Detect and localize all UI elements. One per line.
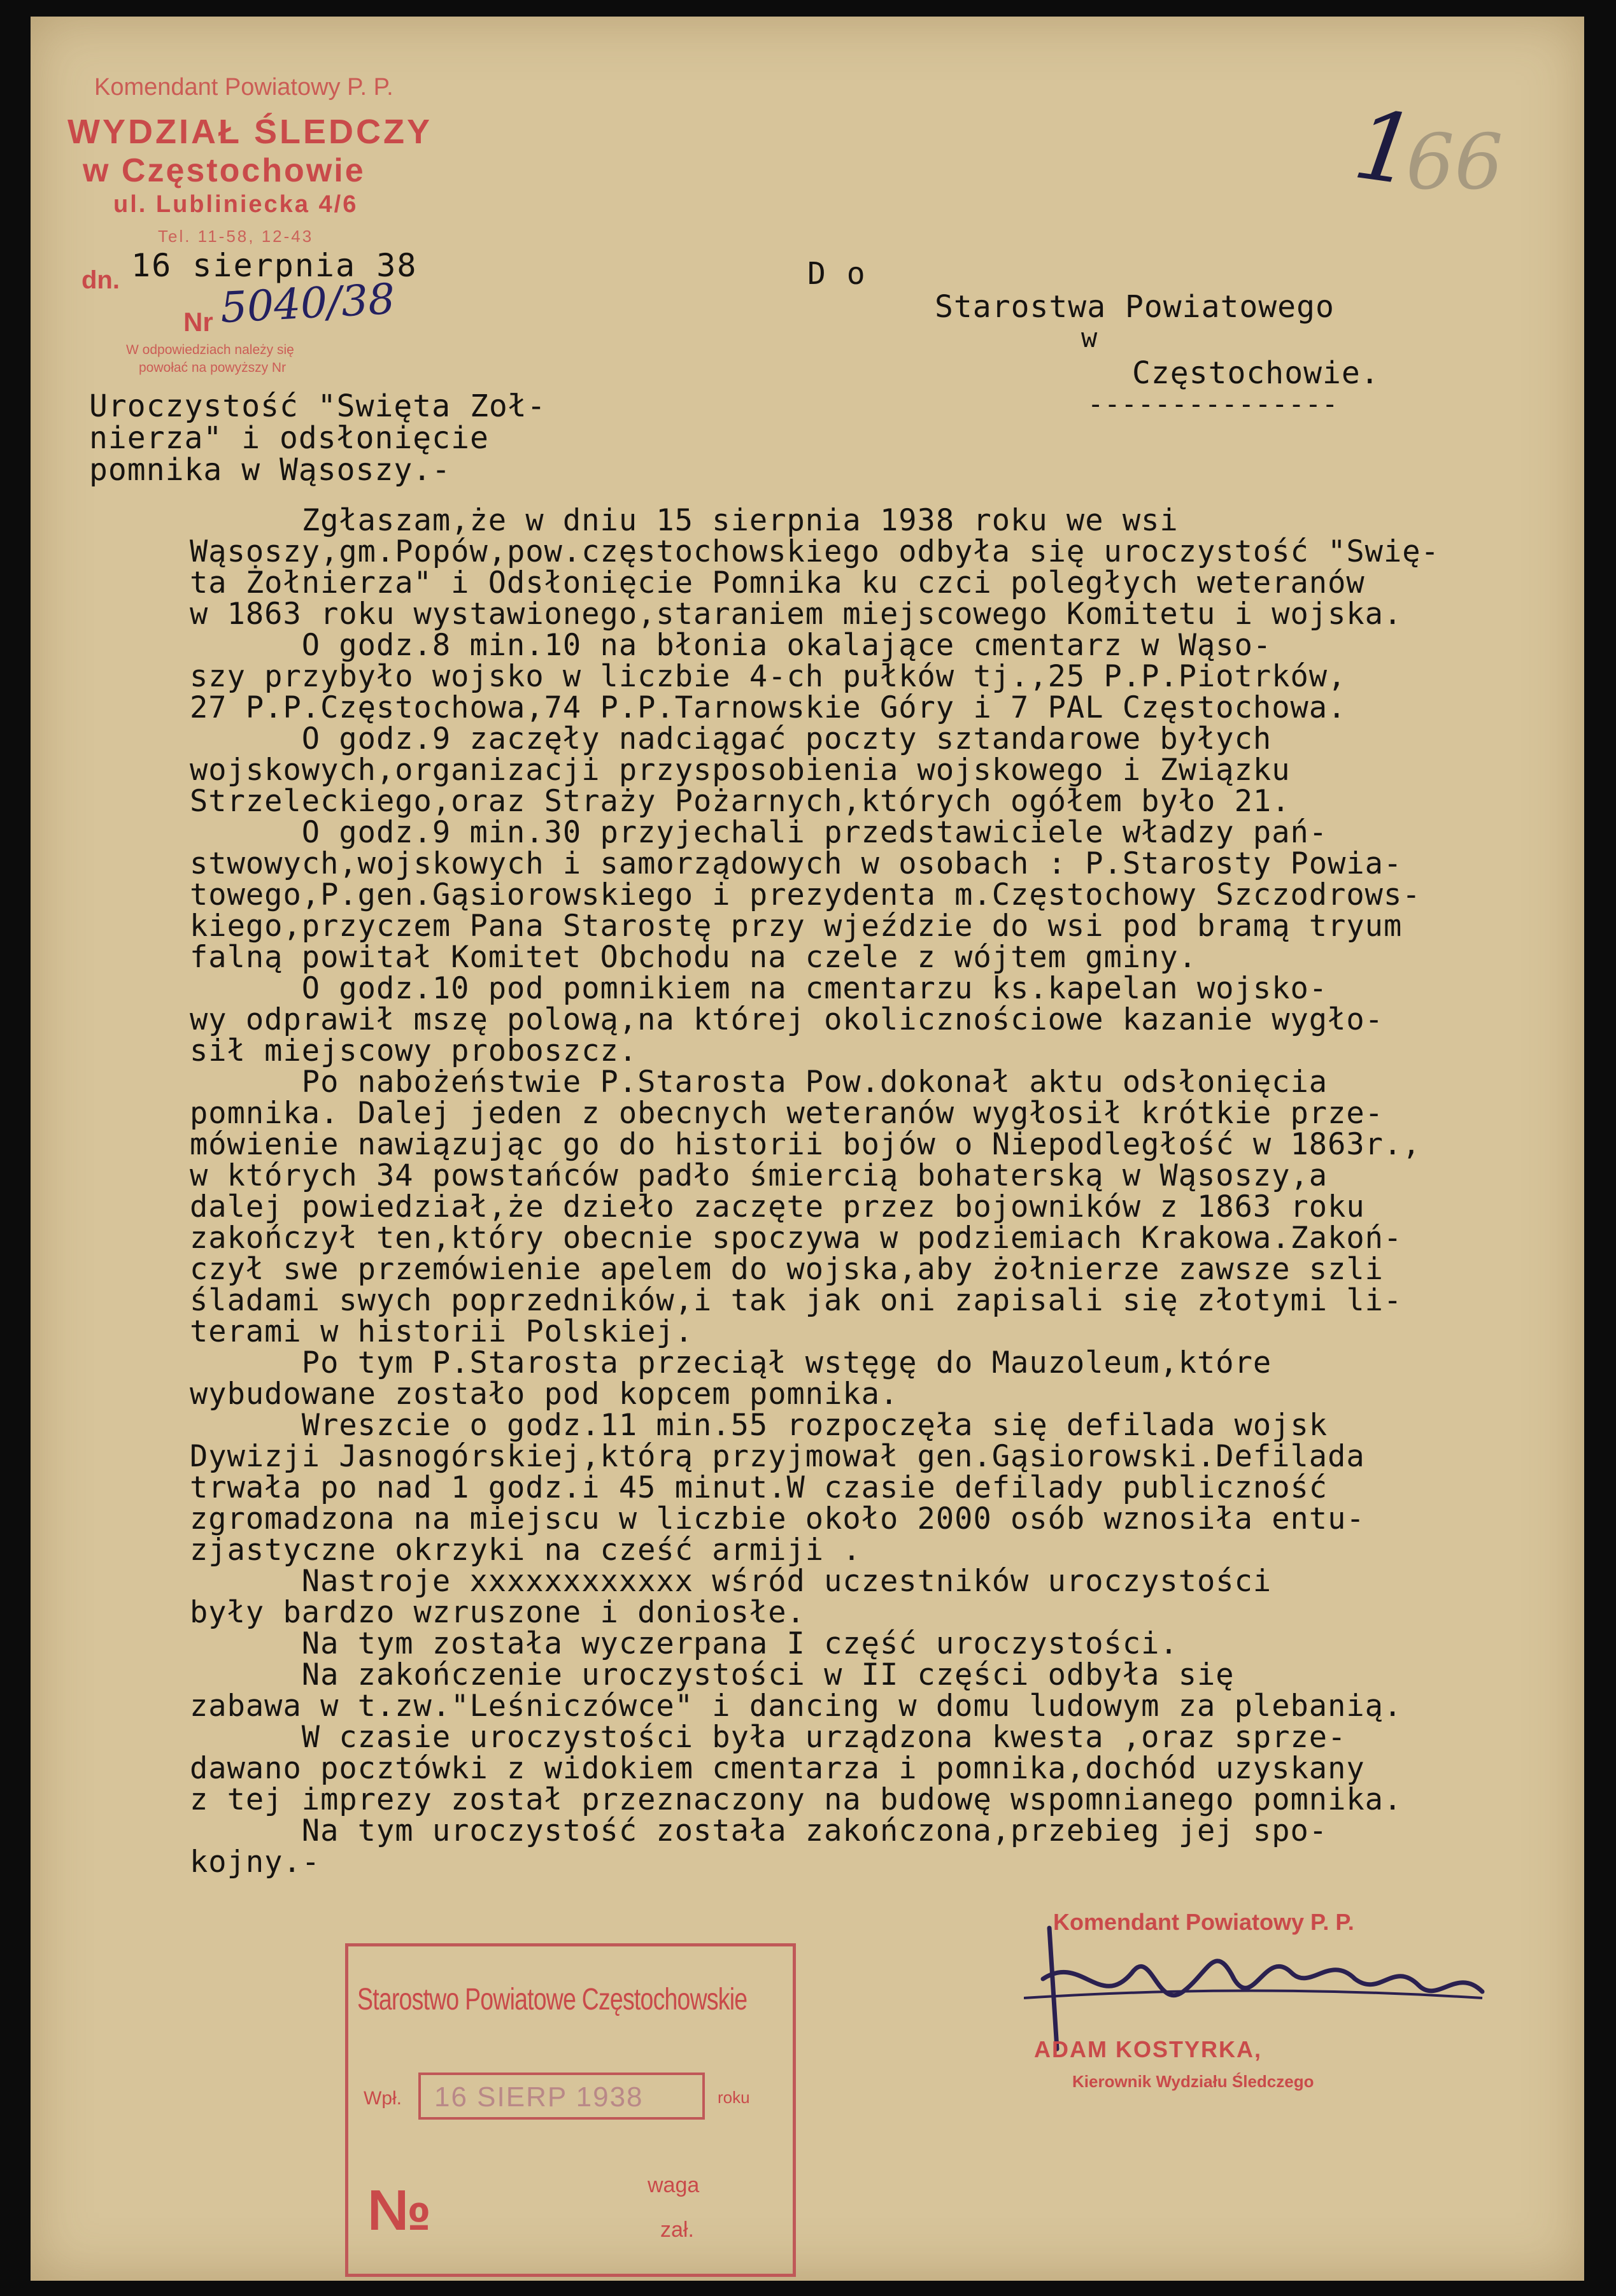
signature-stamp-line-1: Komendant Powiatowy P. P. [1053,1909,1354,1935]
body-line: Po tym P.Starosta przeciął wstęgę do Mauzoleum,które [190,1345,1272,1380]
received-stamp-zal: zał. [660,2218,694,2242]
signature-scribble [1024,1903,1508,2055]
stamp-nr-label: Nr [183,307,213,337]
addressee-line-1: Starostwa Powiatowego [935,289,1335,325]
document-sheet [31,17,1584,2281]
body-line: Strzeleckiego,oraz Straży Pożarnych,których ogółem było 21. [190,784,1291,819]
body-line: pomnika. Dalej jeden z obecnych weteranów wygłosił krótkie prze- [190,1096,1384,1131]
received-stamp-waga: waga [648,2173,700,2197]
body-line: mówienie nawiązując go do historii bojów o Niepodległość w 1863r., [190,1127,1421,1162]
addressee-do: D o [807,256,867,292]
folio-number-faint: 66 [1406,118,1503,207]
received-stamp-no: № [367,2179,432,2243]
folio-number: 1 [1347,89,1424,208]
body-line: stwowych,wojskowych i samorządowych w osobach : P.Starosty Powia- [190,846,1403,881]
body-line: O godz.9 min.30 przyjechali przedstawiciele władzy pań- [190,815,1328,850]
received-stamp-date: 16 SIERP 1938 [434,2081,644,2113]
stamp-line-3: w Częstochowie [83,152,365,189]
body-line: dalej powiedział,że dzieło zaczęte przez bojowników z 1863 roku [190,1189,1365,1224]
stamp-line-1: Komendant Powiatowy P. P. [94,74,393,101]
body-line: zakończył ten,który obecnie spoczywa w podziemiach Krakowa.Zakoń- [190,1221,1403,1256]
stamp-footer-1: W odpowiedziach należy się [126,343,294,357]
signature-stamp-title: Kierownik Wydziału Śledczego [1072,2072,1314,2091]
body-line: były bardzo wzruszone i doniosłe. [190,1595,805,1630]
received-stamp-rok: roku [718,2088,750,2107]
body-line: Po nabożeństwie P.Starosta Pow.dokonał aktu odsłonięcia [190,1065,1328,1100]
subject-line: nierza" i odsłonięcie [89,420,489,456]
received-stamp [345,1943,796,2277]
stamp-line-4: ul. Lubliniecka 4/6 [113,191,358,218]
body-line: Na tym uroczystość została zakończona,przebieg jej spo- [190,1813,1328,1848]
body-line: terami w historii Polskiej. [190,1314,694,1349]
body-line: sił miejscowy proboszcz. [190,1033,638,1068]
body-line: Zgłaszam,że w dniu 15 sierpnia 1938 roku we wsi [190,503,1179,538]
body-line: zjastyczne okrzyki na cześć armiji . [190,1533,861,1568]
body-line: wy odprawił mszę polową,na której okolicznościowe kazanie wygło- [190,1002,1384,1037]
body-line: z tej imprezy został przeznaczony na budowę wspomnianego pomnika. [190,1782,1403,1817]
body-line: szy przybyło wojsko w liczbie 4-ch pułków tj.,25 P.P.Piotrków, [190,659,1347,694]
body-line: Na tym została wyczerpana I część uroczystości. [190,1626,1179,1661]
addressee-line-3: Częstochowie. [1132,355,1380,391]
subject-line: Uroczystość "Swięta Zoł- [89,388,546,424]
received-stamp-wpl: Wpł. [364,2088,402,2109]
body-line: ta Żołnierza" i Odsłonięcie Pomnika ku czci poległych weteranów [190,565,1365,600]
subject-line: pomnika w Wąsoszy.- [89,452,451,488]
document-date: 16 sierpnia 38 [131,247,418,284]
body-line: kojny.- [190,1845,321,1880]
body-line: dawano pocztówki z widokiem cmentarza i pomnika,dochód uzyskany [190,1751,1365,1786]
body-line: śladami swych poprzedników,i tak jak oni zapisali się złotymi li- [190,1283,1403,1318]
document-number: 5040/38 [219,274,397,333]
stamp-footer-2: powołać na powyższy Nr [139,360,287,375]
body-line: Nastroje xxxxxxxxxxxx wśród uczestników uroczystości [190,1564,1272,1599]
stamp-line-2: WYDZIAŁ ŚLEDCZY [67,113,432,151]
stamp-line-5: Tel. 11-58, 12-43 [158,227,314,246]
body-line: O godz.8 min.10 na błonia okalające cmentarz w Wąso- [190,628,1272,663]
body-line: wybudowane zostało pod kopcem pomnika. [190,1377,899,1412]
body-line: W czasie uroczystości była urządzona kwesta ,oraz sprze- [190,1720,1347,1755]
body-line: czył swe przemówienie apelem do wojska,aby żołnierze zawsze szli [190,1252,1384,1287]
body-line: zgromadzona na miejscu w liczbie około 2000 osób wznosiła entu- [190,1501,1365,1536]
body-line: O godz.10 pod pomnikiem na cmentarzu ks.kapelan wojsko- [190,971,1328,1006]
body-line: w 1863 roku wystawionego,staraniem miejscowego Komitetu i wojska. [190,597,1403,632]
stamp-dn-label: dn. [82,266,120,294]
body-line: 27 P.P.Częstochowa,74 P.P.Tarnowskie Góry i 7 PAL Częstochowa. [190,690,1347,725]
body-line: trwała po nad 1 godz.i 45 minut.W czasie defilady publiczność [190,1470,1328,1505]
addressee-line-2: w [1081,322,1098,353]
body-line: Dywizji Jasnogórskiej,którą przyjmował gen.Gąsiorowski.Defilada [190,1439,1365,1474]
body-line: zabawa w t.zw."Leśniczówce" i dancing w domu ludowym za plebanią. [190,1689,1403,1724]
body-line: wojskowych,organizacji przysposobienia wojskowego i Związku [190,753,1291,788]
signature-stamp-name: ADAM KOSTYRKA, [1034,2036,1262,2062]
body-line: Na zakończenie uroczystości w II części odbyła się [190,1657,1235,1692]
body-line: towego,P.gen.Gąsiorowskiego i prezydenta m.Częstochowy Szczodrows- [190,877,1421,912]
body-line: kiego,przyczem Pana Starostę przy wjeździe do wsi pod bramą tryum [190,909,1403,944]
addressee-rule: --------------- [1088,388,1339,420]
body-line: Wąsoszy,gm.Popów,pow.częstochowskiego odbyła się uroczystość "Swię- [190,534,1440,569]
body-line: falną powitał Komitet Obchodu na czele z wójtem gminy. [190,940,1198,975]
received-stamp-title: Starostwo Powiatowe Częstochowskie [357,1983,748,2016]
body-line: w których 34 powstańców padło śmiercią bohaterską w Wąsoszy,a [190,1158,1328,1193]
body-line: Wreszcie o godz.11 min.55 rozpoczęła się defilada wojsk [190,1408,1328,1443]
body-line: O godz.9 zaczęły nadciągać poczty sztandarowe byłych [190,721,1272,756]
